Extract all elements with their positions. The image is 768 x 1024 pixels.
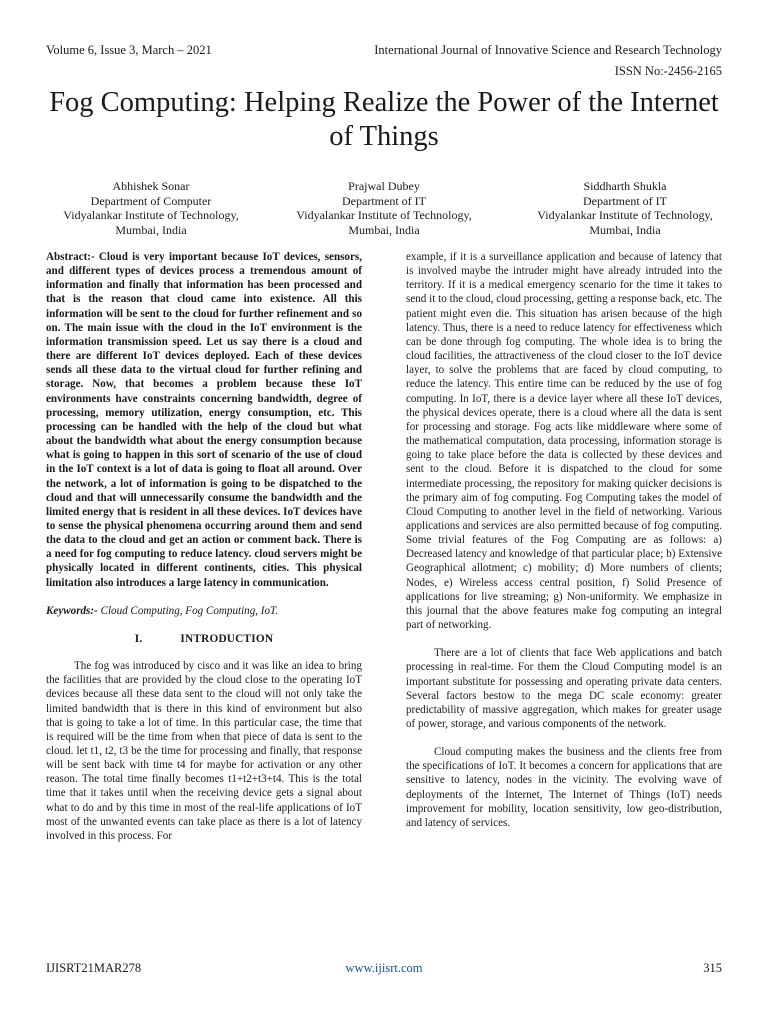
author-institution: Vidyalankar Institute of Technology, xyxy=(537,208,713,222)
section-title: INTRODUCTION xyxy=(180,632,274,645)
keywords-text: Cloud Computing, Fog Computing, IoT. xyxy=(97,604,279,617)
section-number: I. xyxy=(134,632,143,645)
author-name: Abhishek Sonar xyxy=(112,179,190,193)
page-number: 315 xyxy=(703,961,722,975)
right-column xyxy=(406,250,722,830)
author-block-1 xyxy=(36,179,266,237)
author-city: Mumbai, India xyxy=(589,222,661,237)
left-column xyxy=(46,250,362,843)
body-paragraph: Cloud computing makes the business and the clients free from the specifications of IoT. It becomes a concern for applications that are sensitive to latency, nodes in the vicinity. The evolving wave of deployments of the Internet, The Internet of Things (IoT) needs improvement for mobility, location sensitivity, low geo-distribution, and latency of services. xyxy=(406,746,722,829)
body-paragraph: There are a lot of clients that face Web applications and batch processing in real-time. For them the Cloud Computing model is an important substitute for possessing and operating private data centers. Several factors bestow to the mega DC scale economy: greater predictability of massive aggregation, which makes for greater usage of power, storage, and various components of the network. xyxy=(406,647,722,730)
section-heading xyxy=(46,632,362,646)
journal-volume: Volume 6, Issue 3, March – 2021 xyxy=(46,43,212,57)
journal-name: International Journal of Innovative Science and Research Technology xyxy=(374,43,722,57)
author-institution: Vidyalankar Institute of Technology, xyxy=(63,208,239,222)
author-name: Prajwal Dubey xyxy=(348,179,420,193)
author-name: Siddharth Shukla xyxy=(583,179,667,193)
author-department: Department of IT xyxy=(342,193,426,208)
article-code: IJISRT21MAR278 xyxy=(46,961,142,975)
keywords xyxy=(46,604,362,618)
author-department: Department of IT xyxy=(583,193,667,208)
journal-website-link[interactable]: www.ijisrt.com xyxy=(345,961,423,975)
paper-title: Fog Computing: Helping Realize the Power of the Internet of Things xyxy=(49,87,719,152)
author-department: Department of Computer xyxy=(90,193,212,208)
author-block-2 xyxy=(269,179,499,237)
author-city: Mumbai, India xyxy=(115,222,187,237)
author-institution: Vidyalankar Institute of Technology, xyxy=(296,208,472,222)
abstract: Abstract:- Cloud is very important because IoT devices, sensors, and different types of devices process a tremendous amount of information and finally that information has been processed and that is the reason that cloud came into existence. All this information will be sent to the cloud for further refinement and so on. The main issue with the cloud in the IoT environment is the information transmission speed. Let us say there is a cloud and there are different IoT devices deployed. Each of these devices sends all these data to the virtual cloud for further refining and storage. Now, that becomes a problem because these IoT environments have constraints concerning bandwidth, degree of processing, memory utilization, energy consumption, etc. This processing can be handled with the help of the cloud but what about the bandwidth what about the energy consumption because what is going to happen in this sort of scenario of the use of cloud in the IoT context is a lot of data is going to float all around. Over the network, a lot of information is going to be dispatched to the cloud and that will unnecessarily consume the bandwidth and the limited energy that is resident in all these devices. IoT devices have to sense the physical phenomena occurring around them and send the data to the cloud and get an action or comment back. There is a need for fog computing to reduce latency. cloud servers might be physically located in different continents, cities. This physical limitation also introduces a large latency in communication. xyxy=(46,251,362,589)
body-paragraph: The fog was introduced by cisco and it was like an idea to bring the facilities that are provided by the cloud close to the operating IoT devices because all these data sent to the cloud will not only take the limited bandwidth that is there in this kind of environment but also that is going to take a lot of time. In this particular case, the time that is required will be the time from when that piece of data is sent to the cloud. let t1, t2, t3 be the time for processing and finally, that response will be sent back with time t4 for maybe for activation or any other reason. The total time finally becomes t1+t2+t3+t4. This is the total time that it takes until when the receiving device gets a signal about what to do and by this time in most of the real-life applications of IoT most of the unwanted events can take place as there is a lot of latency involved in this process. For xyxy=(46,660,362,842)
keywords-label: Keywords:- xyxy=(46,604,98,617)
author-block-3 xyxy=(510,179,740,237)
author-city: Mumbai, India xyxy=(348,222,420,237)
issn: ISSN No:-2456-2165 xyxy=(614,64,722,78)
body-paragraph: example, if it is a surveillance application and because of latency that is involved maybe the intruder might have already intruded into the territory. If it is a medical emergency scenario for the time it takes to send it to the cloud, cloud processing, getting a response back, etc. The patient might even die. This situation has arisen because of the high latency. Thus, there is a need to reduce latency for effectiveness which can be done through fog computing. The whole idea is to bring the cloud facilities, the attractiveness of the cloud closer to the IoT device layer, to solve the problems that are faced by cloud computing, to reduce the latency. This entire time can be reduced by the use of fog computing. In IoT, there is a device layer where all these IoT devices, the physical devices operate, there is a cloud where all the data is sent for processing and storage. Fog acts like middleware where some of the mathematical computation, data processing, information storage is going to take place before the data is collected by these devices and sent to the cloud. Before it is dispatched to the cloud for some intermediate processing, the repository for making quicker decisions is the primary aim of fog computing. Fog Computing takes the model of Cloud Computing to another level in the field of networking. Various applications and services are also permitted because of fog computing. Some trivial features of the Fog Computing are as follows: a) Decreased latency and knowledge of that particular place; b) Extensive Geographical allotment; c) mobility; d) More numbers of clients; Nodes, e) Wireless access central position, f) Solid Presence of applications for live streaming; g) Non-uniformity. We emphasize in this journal that the above features make fog computing an integral part of networking. xyxy=(406,251,722,632)
